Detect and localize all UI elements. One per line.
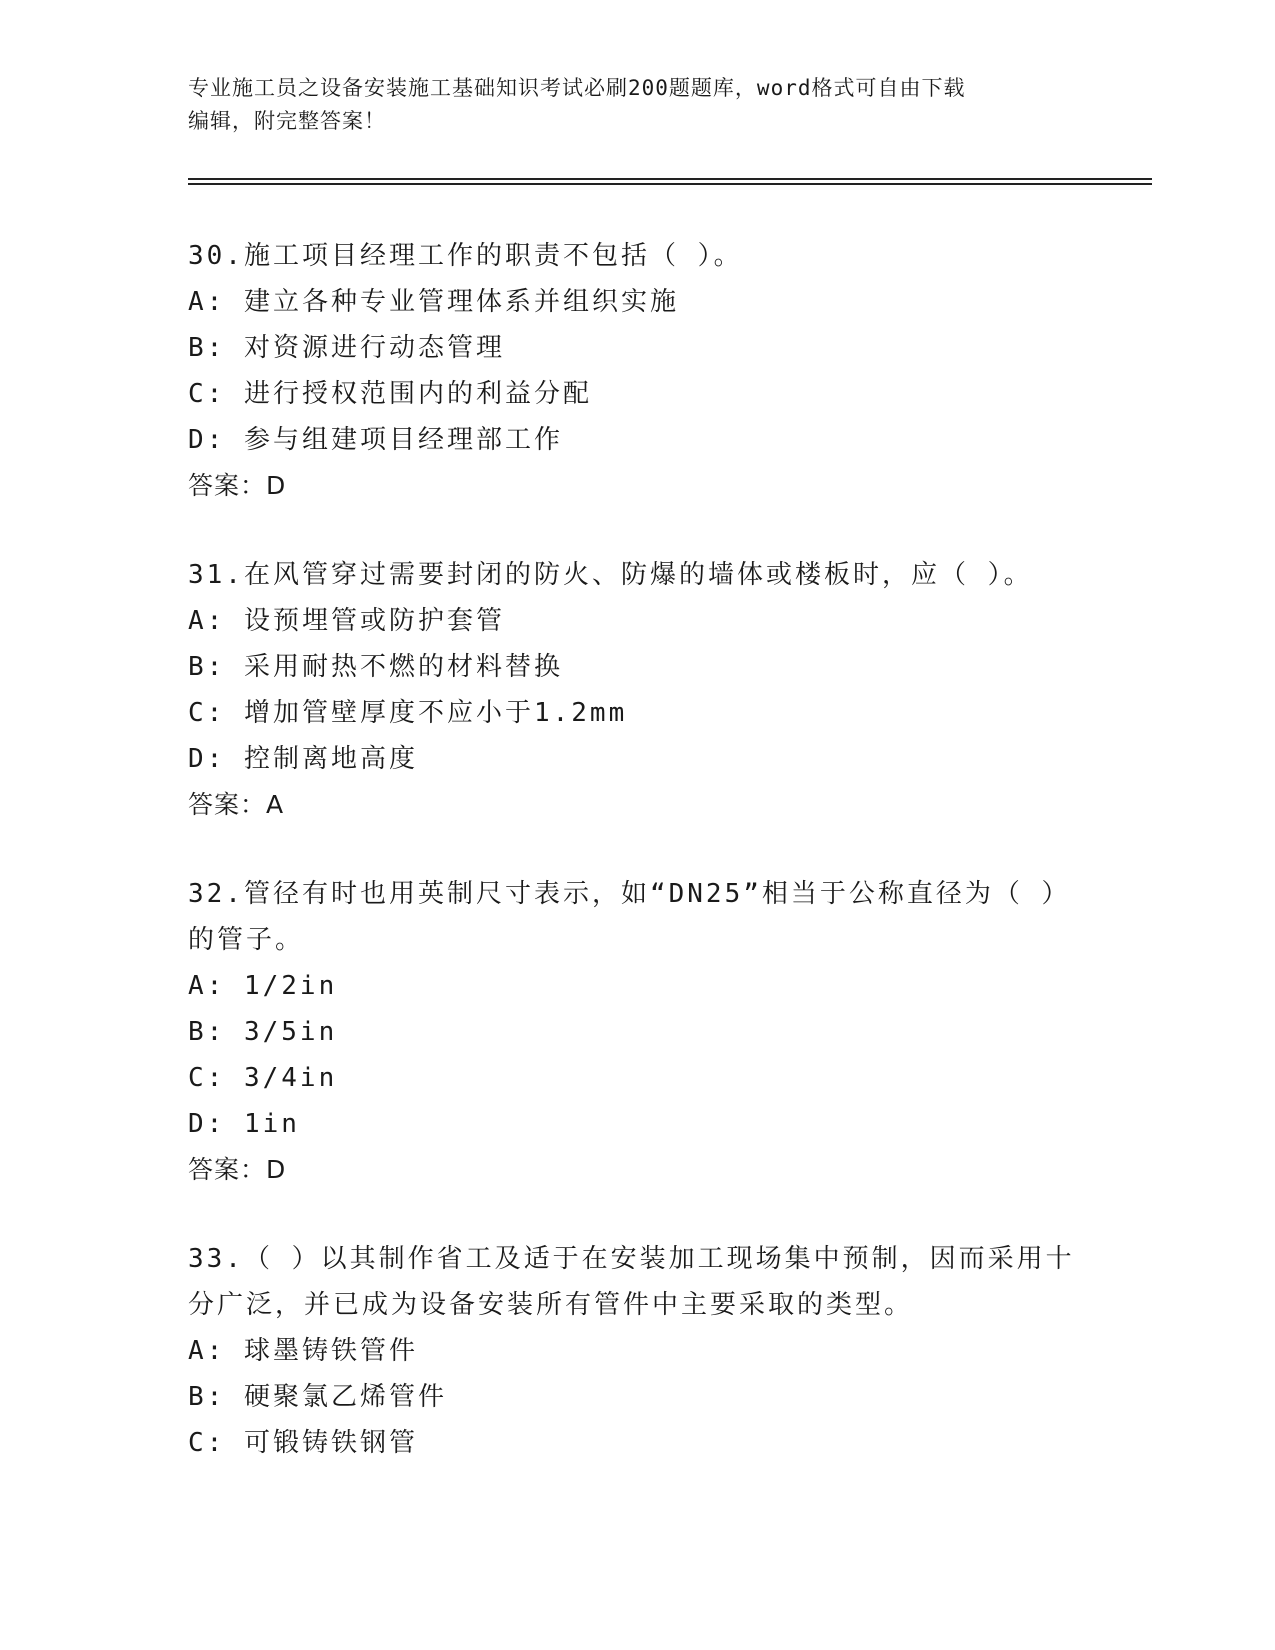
question-30 [188,233,1068,509]
header-line-1: 专业施工员之设备安装施工基础知识考试必刷200题题库，word格式可自由下载 [188,76,966,100]
question-stem: 30.施工项目经理工作的职责不包括（ ）。 [188,241,743,271]
option-b: B: 3/5in [188,1017,338,1047]
option-c: C: 进行授权范围内的利益分配 [188,379,592,409]
question-32 [188,871,1071,1193]
answer-label: 答案：D [188,471,287,500]
header-line-2: 编辑，附完整答案！ [188,109,386,133]
question-31 [188,552,1068,828]
document-header [188,72,1068,138]
option-c: C: 增加管壁厚度不应小于1.2mm [188,698,628,728]
question-stem: 31.在风管穿过需要封闭的防火、防爆的墙体或楼板时，应（ ）。 [188,560,1033,590]
option-a: A: 1/2in [188,971,338,1001]
option-a: A: 球墨铸铁管件 [188,1336,418,1366]
header-divider-top [188,178,1152,180]
option-a: A: 设预埋管或防护套管 [188,606,505,636]
answer-label: 答案：D [188,1155,287,1184]
option-c: C: 3/4in [188,1063,338,1093]
option-a: A: 建立各种专业管理体系并组织实施 [188,287,679,317]
question-stem: 33.（ ）以其制作省工及适于在安装加工现场集中预制，因而采用十 [188,1244,1075,1274]
option-b: B: 硬聚氯乙烯管件 [188,1382,447,1412]
question-33 [188,1236,1075,1466]
option-b: B: 对资源进行动态管理 [188,333,505,363]
option-d: D: 控制离地高度 [188,744,418,774]
question-stem: 32.管径有时也用英制尺寸表示，如“DN25”相当于公称直径为（ ） [188,879,1071,909]
option-c: C: 可锻铸铁钢管 [188,1428,418,1458]
header-divider-bottom [188,183,1152,185]
question-stem-continued: 的管子。 [188,925,305,955]
option-d: D: 1in [188,1109,300,1139]
option-d: D: 参与组建项目经理部工作 [188,425,563,455]
question-stem-continued: 分广泛，并已成为设备安装所有管件中主要采取的类型。 [188,1290,914,1320]
option-b: B: 采用耐热不燃的材料替换 [188,652,563,682]
answer-label: 答案：A [188,790,285,819]
